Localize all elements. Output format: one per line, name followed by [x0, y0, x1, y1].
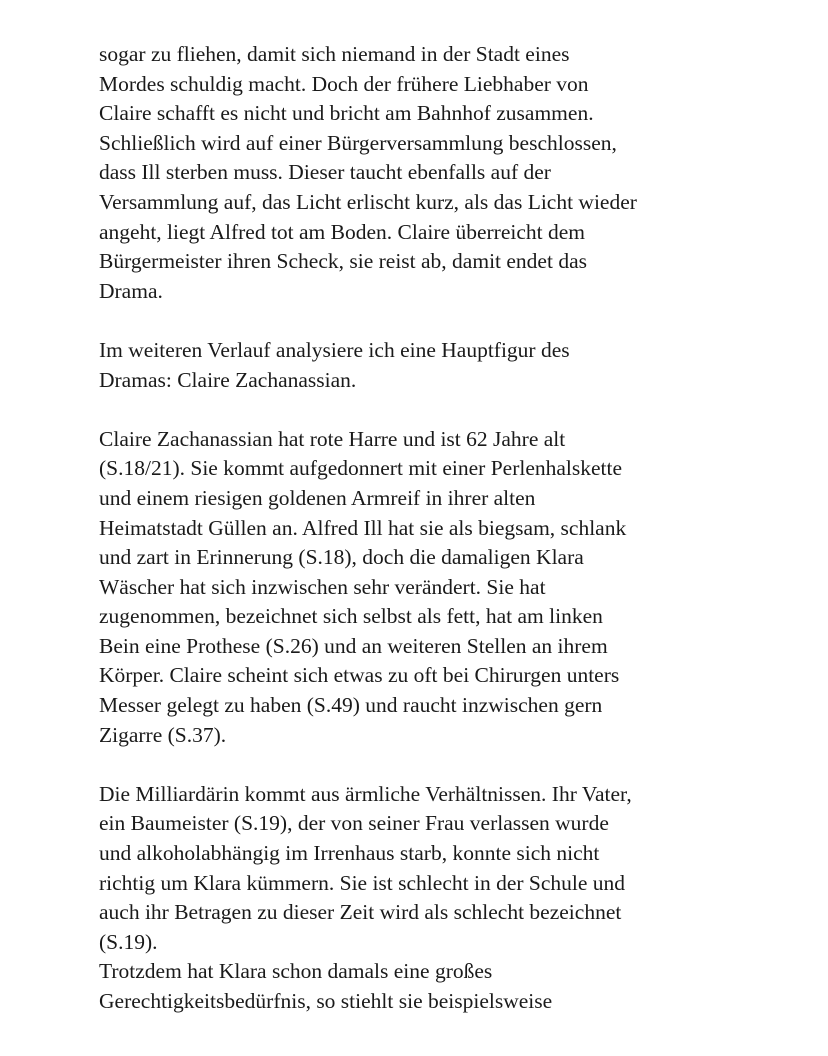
text-line: Gerechtigkeitsbedürfnis, so stiehlt sie beispielsweise [99, 989, 553, 1013]
text-line: Wäscher hat sich inzwischen sehr verändert. Sie hat [99, 574, 546, 599]
text-line: dass Ill sterben muss. Dieser taucht ebenfalls auf der [99, 160, 551, 185]
text-line: Mordes schuldig macht. Doch der frühere Liebhaber von [99, 71, 589, 96]
text-line: richtig um Klara kümmern. Sie ist schlecht in der Schule und [99, 870, 626, 895]
text-line: Versammlung auf, das Licht erlischt kurz, als das Licht wieder [99, 189, 637, 214]
text-line: Heimatstadt Güllen an. Alfred Ill hat sie als biegsam, schlank [99, 515, 627, 540]
paragraph-spacer [99, 306, 779, 336]
text-line: angeht, liegt Alfred tot am Boden. Claire überreicht dem [99, 219, 585, 244]
text-line: Bein eine Prothese (S.26) und an weiteren Stellen an ihrem [99, 633, 608, 658]
text-line: Claire Zachanassian hat rote Harre und ist 62 Jahre alt [99, 426, 566, 451]
text-line: auch ihr Betragen zu dieser Zeit wird als schlecht bezeichnet [99, 900, 622, 925]
text-line: Im weiteren Verlauf analysiere ich eine Hauptfigur des [99, 337, 570, 362]
text-line: Claire schafft es nicht und bricht am Bahnhof zusammen. [99, 101, 594, 126]
paragraph-justice [99, 957, 779, 1016]
text-line: (S.19). [99, 929, 158, 954]
text-line: Schließlich wird auf einer Bürgerversammlung beschlossen, [99, 130, 617, 155]
text-line: (S.18/21). Sie kommt aufgedonnert mit einer Perlenhalskette [99, 456, 623, 481]
text-line: Bürgermeister ihren Scheck, sie reist ab, damit endet das [99, 249, 587, 274]
paragraph-plot-ending [99, 40, 779, 306]
text-line: sogar zu fliehen, damit sich niemand in der Stadt eines [99, 42, 570, 66]
text-line: Körper. Claire scheint sich etwas zu oft bei Chirurgen unters [99, 663, 620, 688]
paragraph-background [99, 780, 779, 958]
text-line: und alkoholabhängig im Irrenhaus starb, konnte sich nicht [99, 841, 600, 866]
text-line: ein Baumeister (S.19), der von seiner Frau verlassen wurde [99, 811, 609, 836]
text-line: Trotzdem hat Klara schon damals eine großes [99, 959, 493, 984]
text-line: und zart in Erinnerung (S.18), doch die damaligen Klara [99, 545, 584, 570]
text-line: Dramas: Claire Zachanassian. [99, 367, 357, 392]
text-line: Zigarre (S.37). [99, 722, 227, 747]
text-line: und einem riesigen goldenen Armreif in ihrer alten [99, 485, 536, 510]
text-line: Drama. [99, 278, 163, 303]
paragraph-spacer [99, 395, 779, 425]
paragraph-spacer [99, 750, 779, 780]
paragraph-analysis-intro [99, 336, 779, 395]
text-line: Die Milliardärin kommt aus ärmliche Verhältnissen. Ihr Vater, [99, 781, 632, 806]
text-line: zugenommen, bezeichnet sich selbst als fett, hat am linken [99, 604, 603, 629]
text-line: Messer gelegt zu haben (S.49) und raucht inzwischen gern [99, 693, 603, 718]
document-body [99, 40, 779, 1017]
paragraph-appearance [99, 425, 779, 751]
